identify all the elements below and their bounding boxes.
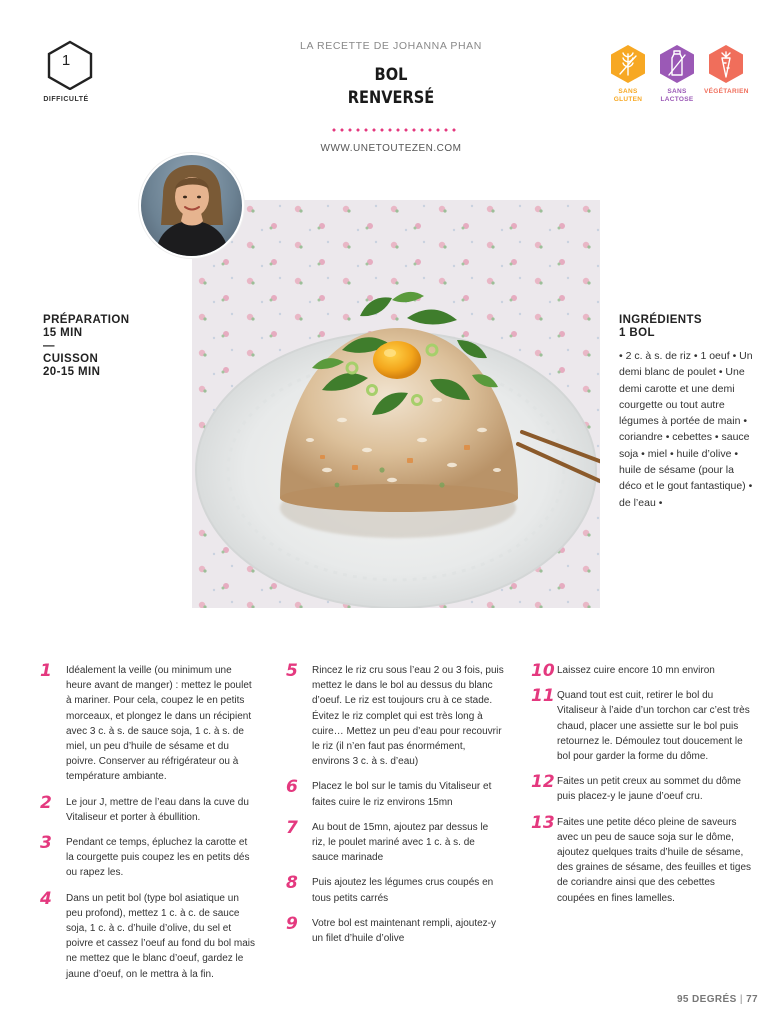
steps-column-3 <box>531 663 753 916</box>
difficulty-level: 1 <box>61 52 71 69</box>
person-avatar-icon <box>141 155 242 256</box>
diet-label-line: SANS <box>618 88 638 95</box>
step-number: 3 <box>40 833 52 854</box>
magazine-name: 95 DEGRÉS <box>676 994 737 1005</box>
recipe-step <box>286 875 504 905</box>
recipe-step <box>286 817 504 866</box>
step-text: Placez le bol sur le tamis du Vitaliseur et faites cuire le riz environs 15mn <box>312 781 492 808</box>
author-portrait <box>139 153 244 258</box>
diet-badge-lactose-free <box>655 44 699 104</box>
ingredients-list: • 2 c. à s. de riz • 1 oeuf • Un demi blanc de poulet • Une demi carotte et une demi courgette ou tout autre légumes à portée de main • coriandre • cebettes • sauce soja • miel • huile d’olive • huile de sésame (pour la déco et le gout fantastique) • de l’eau • <box>619 350 753 509</box>
recipe-step <box>531 812 753 906</box>
milk-bottle-icon <box>658 44 696 84</box>
step-number: 1 <box>40 661 52 681</box>
step-number: 10 <box>531 661 555 681</box>
step-text: Votre bol est maintenant rempli, ajoutez-y un filet d’huile d’olive <box>312 917 496 945</box>
step-text: Idéalement la veille (ou minimum une heure avant de manger) : mettez le poulet à mariner. Pour cela, coupez le en petits morceaux, et plongez le dans un récipient avec 3 c. à s. de sauce soja, 1 c. à s. de miel, un peu d’huile de sésame et du poivre. Conserver au réfrigérateur ou à température ambiante. <box>66 665 252 783</box>
recipe-title-line2: RENVERSÉ <box>347 88 435 108</box>
step-text: Dans un petit bol (type bol asiatique un peu profond), mettez 1 c. à c. de sauce soja, 1 c. à c. d’huile d’olive, du sel et poivre et cassez l’oeuf au fond du bol mais ne mettez que le blanc d’oeuf, gardez le jaune d’oeuf, on le mettra à la fin. <box>66 892 255 980</box>
step-text: Pendant ce temps, épluchez la carotte et la courgette puis coupez les en petits dés ou rapez les. <box>66 837 250 879</box>
diet-badge-vegetarian <box>704 44 748 96</box>
ingredients-quantity: 1 BOL <box>619 327 655 339</box>
recipe-step <box>286 779 504 809</box>
step-number: 6 <box>286 777 298 798</box>
step-number: 7 <box>286 817 298 838</box>
diet-label-vegetarian <box>704 88 748 96</box>
diet-label-lactose-free <box>655 88 699 104</box>
step-number: 12 <box>531 772 555 793</box>
diet-label-gluten-free <box>606 88 650 104</box>
diet-label-line: SANS <box>667 88 687 95</box>
step-text: Faites une petite déco pleine de saveurs avec un peu de sauce soja sur le dôme, ajoutez quelques traits d’huile de sésame, des graines de sésame, des feuilles et tiges de coriandre ainsi que des cebettes coupées en fines lamelles. <box>557 816 751 904</box>
step-text: Puis ajoutez les légumes crus coupés en tous petits carrés <box>312 877 494 904</box>
step-number: 9 <box>286 913 298 934</box>
ingredients-label: INGRÉDIENTS <box>619 314 702 326</box>
step-number: 5 <box>286 661 298 681</box>
bowl-dish-illustration <box>192 200 600 608</box>
step-number: 11 <box>531 686 555 707</box>
step-text: Faites un petit creux au sommet du dôme puis placez-y le jaune d’oeuf cru. <box>557 776 741 803</box>
recipe-author-kicker: LA RECETTE DE JOHANNA PHAN <box>300 40 482 52</box>
steps-column-2 <box>286 663 504 956</box>
cook-label: CUISSON <box>43 353 99 365</box>
diet-label-line: GLUTEN <box>613 96 643 103</box>
step-text: Le jour J, mettre de l’eau dans la cuve du Vitaliseur et porter à ébullition. <box>66 796 249 823</box>
recipe-step <box>531 661 753 681</box>
page-number: 77 <box>746 994 758 1005</box>
diet-label-line: VÉGÉTARIEN <box>704 88 749 95</box>
steps-column-1 <box>40 663 256 992</box>
timing-info <box>43 314 129 379</box>
folio-separator: | <box>739 994 743 1005</box>
step-text: Laissez cuire encore 10 mn environ <box>557 665 715 676</box>
carrot-icon <box>707 44 745 84</box>
diet-label-line: LACTOSE <box>660 96 694 103</box>
timing-separator: — <box>43 340 55 352</box>
page-folio <box>677 994 758 1005</box>
step-number: 2 <box>40 792 52 813</box>
recipe-step <box>40 792 256 825</box>
difficulty-label: DIFFICULTÉ <box>43 96 89 103</box>
recipe-step <box>40 835 256 881</box>
prep-label: PRÉPARATION <box>43 314 130 326</box>
wheat-icon <box>609 44 647 84</box>
recipe-step <box>40 663 256 785</box>
step-text: Rincez le riz cru sous l’eau 2 ou 3 fois, puis mettez le dans le bol au dessus du blanc d’oeuf. Le riz est toujours cru à ce stade. Évitez le riz complet qui est très long à cuire… Mettez un peu d’eau pour recouvrir le riz (il n’en faut pas énormément, environs 3 c. à s. d’eau) <box>312 665 504 768</box>
recipe-step <box>531 688 753 764</box>
recipe-step <box>286 913 504 946</box>
prep-value: 15 MIN <box>43 327 83 339</box>
website-link[interactable]: WWW.UNETOUTEZEN.COM <box>320 143 462 154</box>
diet-badge-gluten-free <box>606 44 650 104</box>
step-number: 13 <box>531 812 555 833</box>
step-number: 8 <box>286 873 298 894</box>
recipe-photo <box>192 200 600 608</box>
recipe-step <box>531 774 753 804</box>
step-number: 4 <box>40 888 52 909</box>
step-text: Au bout de 15mn, ajoutez par dessus le riz, le poulet mariné avec 1 c. à s. de sauce marinade <box>312 821 489 864</box>
ingredients-header <box>619 314 702 340</box>
dotted-divider <box>330 128 458 132</box>
recipe-step <box>40 888 256 982</box>
recipe-title-line1: BOL <box>374 65 408 85</box>
step-text: Quand tout est cuit, retirer le bol du Vitaliseur à l’aide d’un torchon car c’est très chaud, placer une assiette sur le bol puis retournez le. Démoulez tout doucement le bol pour garder la forme du dôme. <box>557 690 750 763</box>
recipe-step <box>286 663 504 769</box>
cook-value: 20-15 MIN <box>43 366 101 378</box>
